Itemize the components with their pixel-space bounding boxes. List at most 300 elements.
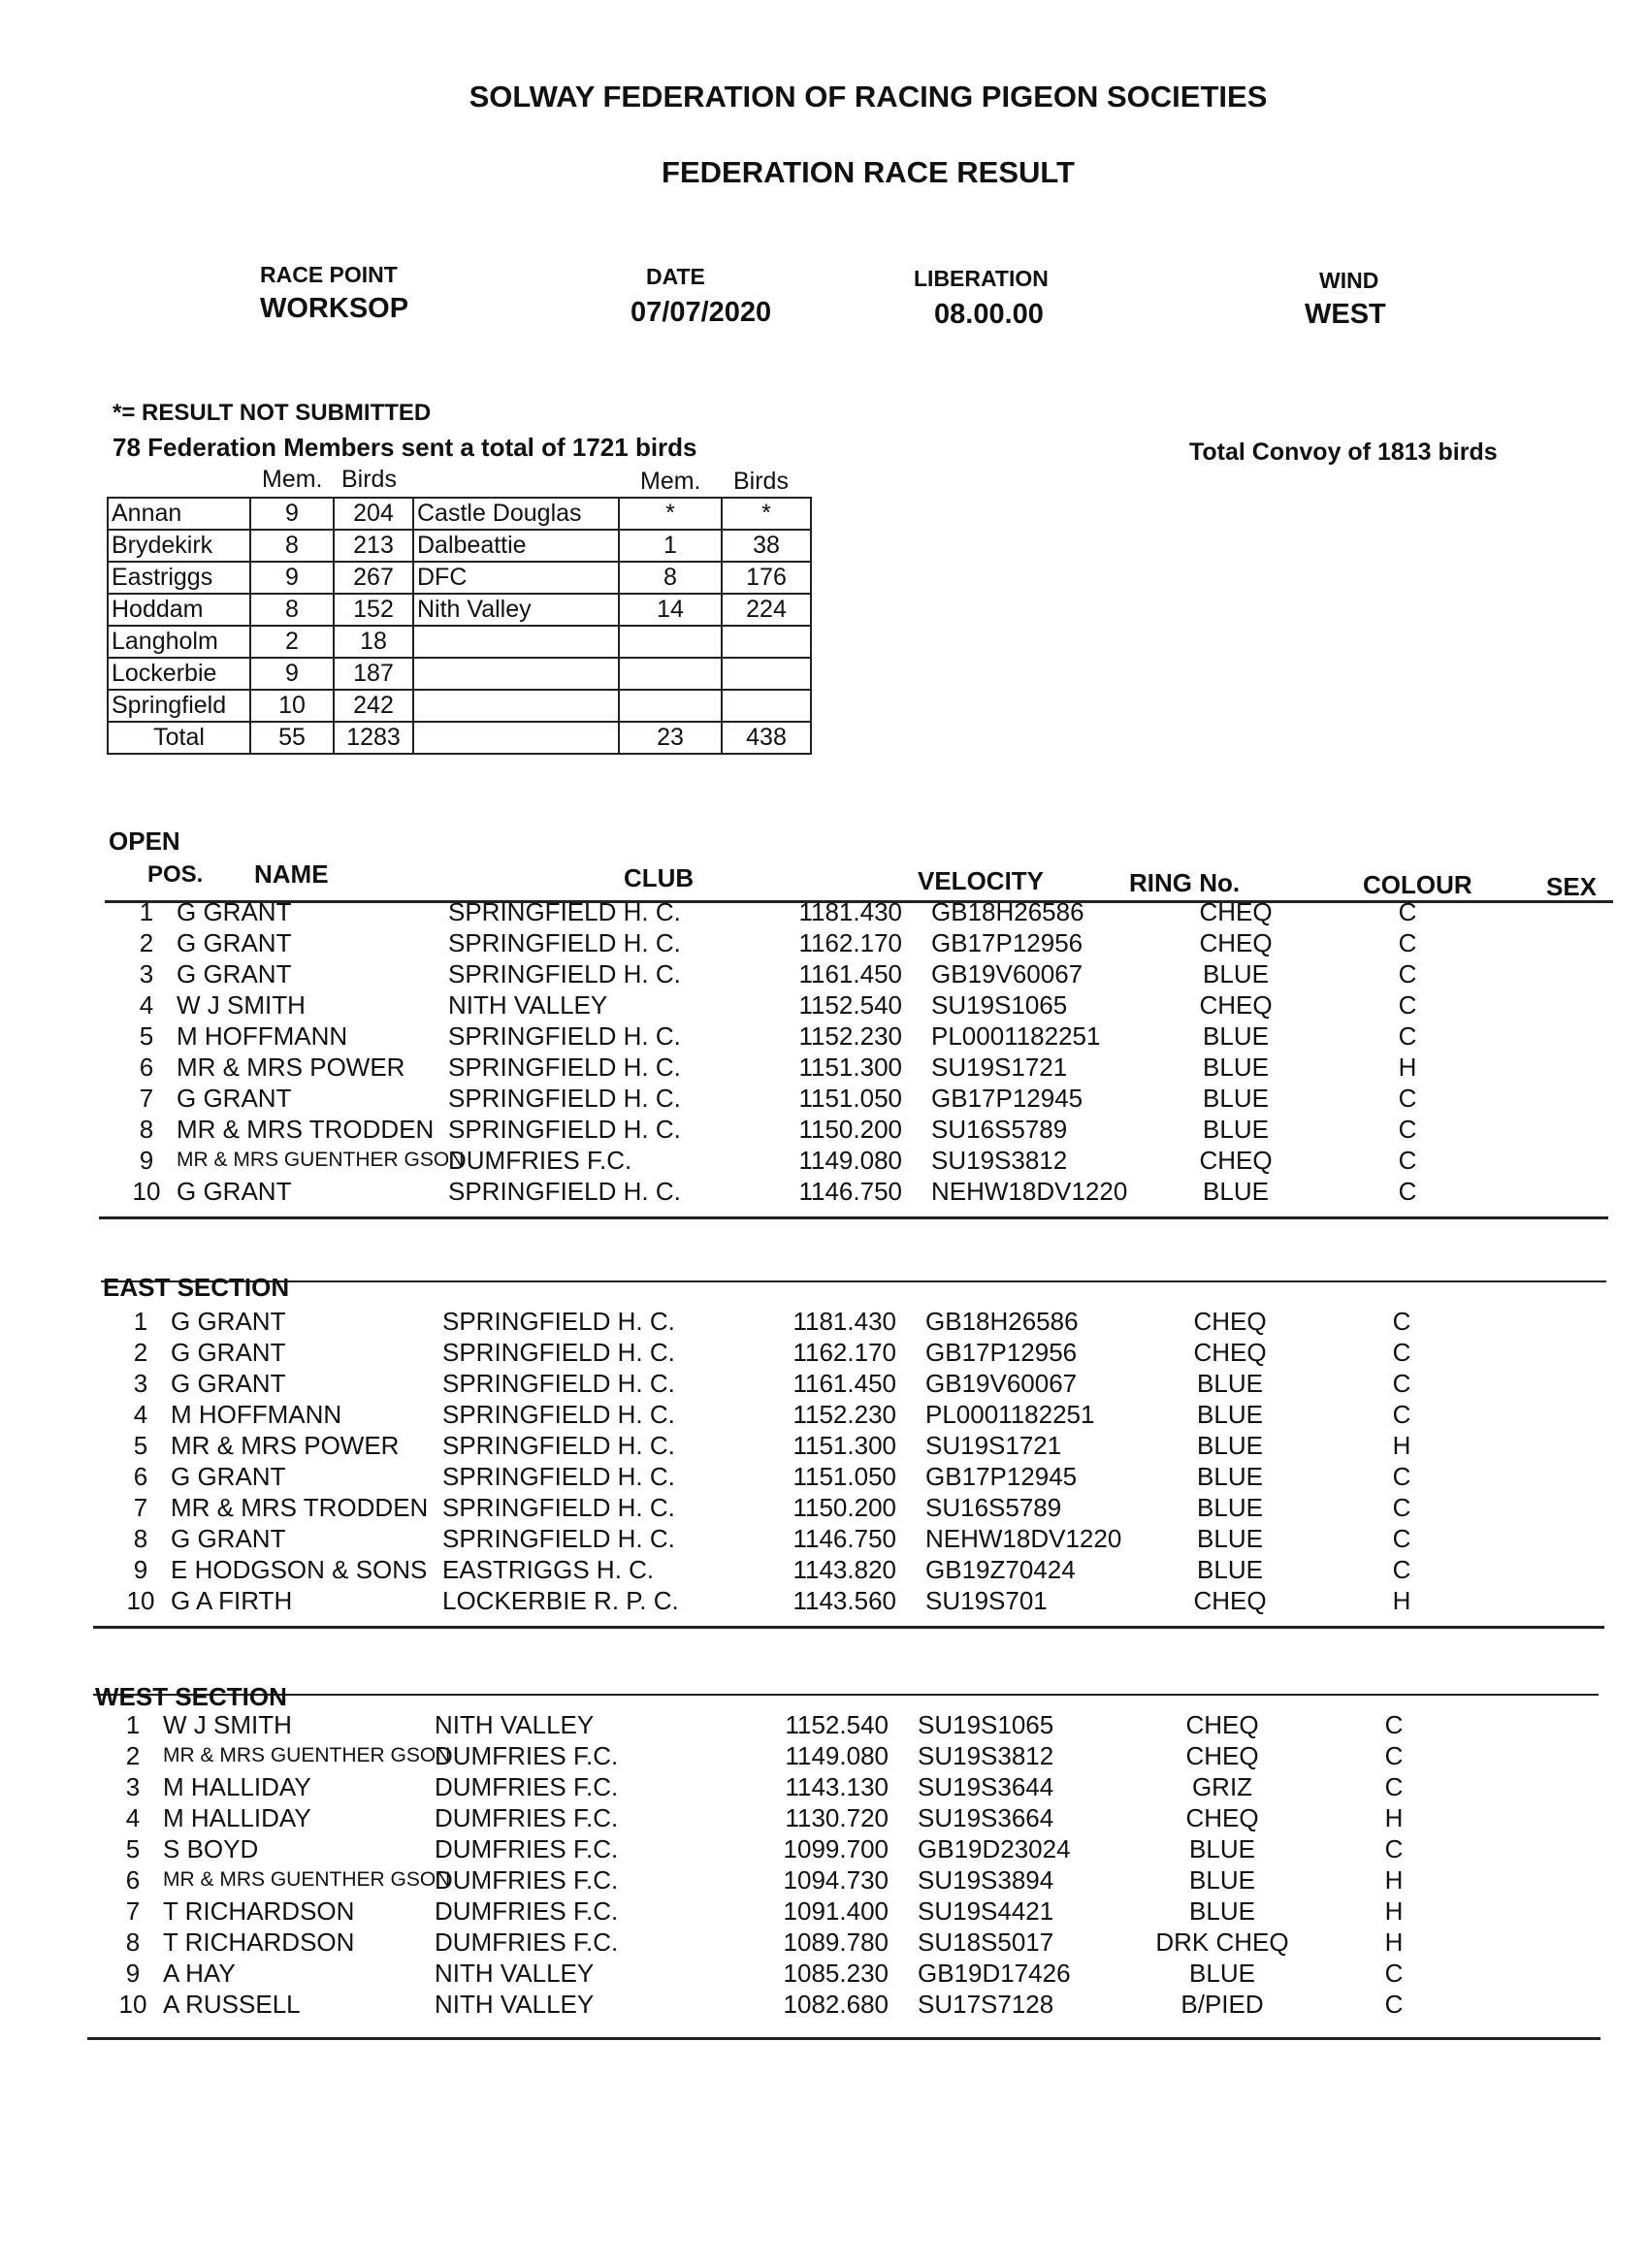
result-row <box>116 989 1490 1021</box>
fancier-name: G GRANT <box>177 959 292 988</box>
velocity-value: 1152.540 <box>785 1710 889 1739</box>
bird-sex: C <box>1398 1084 1417 1113</box>
club-entries-table <box>107 497 812 755</box>
club-name: SPRINGFIELD H. C. <box>442 1307 675 1336</box>
result-row <box>116 1145 1490 1176</box>
club-birds: 204 <box>334 498 413 530</box>
bird-sex: C <box>1384 1990 1404 2019</box>
club-total-blank <box>413 722 619 754</box>
col-header-velocity: VELOCITY <box>918 866 1045 895</box>
result-row <box>103 1802 1476 1833</box>
club-birds: 176 <box>722 562 811 594</box>
result-position: 5 <box>125 1834 141 1863</box>
velocity-value: 1149.080 <box>785 1741 889 1770</box>
col-header-ring: RING No. <box>1129 868 1241 897</box>
result-position: 6 <box>125 1865 141 1895</box>
club-name: EASTRIGGS H. C. <box>442 1555 655 1584</box>
result-row <box>111 1523 1484 1554</box>
velocity-value: 1146.750 <box>792 1524 896 1553</box>
club-name: DUMFRIES F.C. <box>435 1772 619 1801</box>
club-members: 10 <box>250 690 334 722</box>
result-position: 3 <box>125 1772 141 1801</box>
velocity-value: 1091.400 <box>783 1896 889 1926</box>
velocity-value: 1151.300 <box>792 1431 896 1460</box>
fancier-name: G GRANT <box>177 928 292 957</box>
liberation-label: LIBERATION <box>914 266 1049 291</box>
col-header-name: NAME <box>254 859 329 889</box>
result-position: 1 <box>139 897 154 926</box>
fancier-name: MR & MRS POWER <box>171 1431 400 1460</box>
bird-sex: H <box>1392 1586 1411 1615</box>
bird-sex: C <box>1398 1115 1417 1144</box>
club-name: SPRINGFIELD H. C. <box>448 1177 681 1206</box>
club-total-members: 23 <box>619 722 722 754</box>
club-name: SPRINGFIELD H. C. <box>448 1021 681 1051</box>
ring-number: SU19S3664 <box>918 1803 1054 1832</box>
bird-sex: H <box>1384 1896 1404 1926</box>
velocity-value: 1143.560 <box>792 1586 896 1615</box>
ring-number: SU18S5017 <box>918 1928 1054 1957</box>
bird-sex: H <box>1392 1431 1411 1460</box>
club-birds: 18 <box>334 626 413 658</box>
result-position: 8 <box>133 1524 148 1553</box>
club-birds: 213 <box>334 530 413 562</box>
ring-number: NEHW18DV1220 <box>931 1177 1128 1206</box>
velocity-value: 1151.050 <box>798 1084 902 1113</box>
bird-sex: C <box>1392 1493 1411 1522</box>
result-row <box>111 1306 1484 1337</box>
club-members: 9 <box>250 658 334 690</box>
club-name <box>413 626 619 658</box>
club-name: SPRINGFIELD H. C. <box>448 1053 681 1082</box>
ring-number: GB18H26586 <box>931 897 1084 926</box>
velocity-value: 1152.230 <box>798 1021 902 1051</box>
race-point-value: WORKSOP <box>260 293 409 324</box>
velocity-value: 1162.170 <box>798 928 902 957</box>
club-name: Castle Douglas <box>413 498 619 530</box>
result-position: 2 <box>139 928 154 957</box>
bird-sex: C <box>1398 928 1417 957</box>
race-point-label: RACE POINT <box>260 262 398 287</box>
bird-colour: BLUE <box>1197 1462 1263 1491</box>
bird-colour: CHEQ <box>1193 1586 1267 1615</box>
bird-colour: BLUE <box>1197 1431 1263 1460</box>
club-name: Brydekirk <box>108 530 250 562</box>
col-header-club: CLUB <box>624 863 695 892</box>
result-row <box>103 1989 1476 2020</box>
fancier-name: M HOFFMANN <box>171 1400 342 1429</box>
ring-number: SU19S3812 <box>918 1741 1054 1770</box>
ring-number: GB17P12956 <box>925 1338 1078 1367</box>
ring-number: GB19V60067 <box>931 959 1083 988</box>
east-bottom-rule <box>93 1626 1604 1629</box>
bird-colour: CHEQ <box>1199 990 1273 1020</box>
bird-sex: H <box>1384 1803 1404 1832</box>
result-row <box>116 1176 1490 1207</box>
fancier-name: A HAY <box>163 1959 236 1988</box>
fancier-name: MR & MRS TRODDEN <box>177 1115 435 1144</box>
club-birds: 267 <box>334 562 413 594</box>
club-birds: 152 <box>334 594 413 626</box>
result-position: 2 <box>133 1338 148 1367</box>
club-table-row <box>108 530 811 562</box>
club-table-row <box>108 498 811 530</box>
club-birds: * <box>722 498 811 530</box>
fancier-name: S BOYD <box>163 1834 259 1863</box>
east-results-table <box>111 1306 1484 1616</box>
club-name: SPRINGFIELD H. C. <box>442 1400 675 1429</box>
velocity-value: 1161.450 <box>798 959 902 988</box>
bird-sex: C <box>1398 1021 1417 1051</box>
ring-number: SU19S3894 <box>918 1865 1054 1895</box>
page-title: SOLWAY FEDERATION OF RACING PIGEON SOCIETIES <box>469 80 1268 113</box>
velocity-value: 1151.300 <box>798 1053 902 1082</box>
bird-sex: C <box>1392 1555 1411 1584</box>
club-name: NITH VALLEY <box>435 1959 595 1988</box>
west-bottom-rule <box>87 2037 1600 2040</box>
velocity-value: 1150.200 <box>792 1493 896 1522</box>
bird-sex: C <box>1392 1307 1411 1336</box>
east-section-title: EAST SECTION <box>103 1273 290 1302</box>
result-row <box>111 1399 1484 1430</box>
velocity-value: 1152.540 <box>798 990 902 1020</box>
bird-sex: C <box>1384 1710 1404 1739</box>
bird-sex: C <box>1384 1741 1404 1770</box>
club-name: NITH VALLEY <box>435 1990 595 2019</box>
club-name: Langholm <box>108 626 250 658</box>
ring-number: SU19S4421 <box>918 1896 1054 1926</box>
fancier-name: W J SMITH <box>177 990 306 1020</box>
club-name: DUMFRIES F.C. <box>435 1928 619 1957</box>
club-name: SPRINGFIELD H. C. <box>448 1115 681 1144</box>
bird-colour: BLUE <box>1203 1053 1269 1082</box>
result-row <box>111 1337 1484 1368</box>
west-section-title: WEST SECTION <box>95 1682 287 1711</box>
result-row <box>111 1554 1484 1585</box>
ring-number: GB17P12945 <box>931 1084 1083 1113</box>
bird-sex: C <box>1392 1462 1411 1491</box>
club-members: 8 <box>250 530 334 562</box>
result-position: 10 <box>118 1990 147 2019</box>
club-birds <box>722 658 811 690</box>
col-header-colour: COLOUR <box>1363 870 1472 899</box>
bird-sex: C <box>1384 1959 1404 1988</box>
result-position: 9 <box>139 1146 154 1175</box>
result-position: 9 <box>125 1959 141 1988</box>
result-position: 4 <box>133 1400 148 1429</box>
club-mem-header-left: Mem. <box>262 466 323 493</box>
club-name: Springfield <box>108 690 250 722</box>
ring-number: GB19V60067 <box>925 1369 1078 1398</box>
liberation-value: 08.00.00 <box>934 299 1044 330</box>
fancier-name: G GRANT <box>171 1524 286 1553</box>
bird-colour: CHEQ <box>1185 1710 1259 1739</box>
result-position: 5 <box>133 1431 148 1460</box>
result-row <box>103 1864 1476 1895</box>
ring-number: PL0001182251 <box>925 1400 1095 1429</box>
bird-colour: BLUE <box>1203 1115 1269 1144</box>
club-name: SPRINGFIELD H. C. <box>448 897 681 926</box>
fancier-name: MR & MRS TRODDEN <box>171 1493 429 1522</box>
result-position: 10 <box>132 1177 161 1206</box>
page-subtitle: FEDERATION RACE RESULT <box>662 155 1075 189</box>
club-name: DUMFRIES F.C. <box>435 1896 619 1926</box>
result-row <box>103 1958 1476 1989</box>
velocity-value: 1181.430 <box>792 1307 896 1336</box>
club-birds <box>722 626 811 658</box>
velocity-value: 1146.750 <box>798 1177 902 1206</box>
velocity-value: 1082.680 <box>783 1990 889 2019</box>
bird-sex: C <box>1384 1834 1404 1863</box>
club-name: Annan <box>108 498 250 530</box>
ring-number: GB18H26586 <box>925 1307 1079 1336</box>
col-header-sex: SEX <box>1546 872 1598 901</box>
club-members <box>619 658 722 690</box>
bird-sex: C <box>1392 1400 1411 1429</box>
club-mem-header-right: Mem. <box>640 468 701 495</box>
east-top-rule <box>101 1280 1606 1282</box>
velocity-value: 1143.130 <box>785 1772 889 1801</box>
result-row <box>111 1492 1484 1523</box>
west-results-table <box>103 1709 1476 2020</box>
club-name: SPRINGFIELD H. C. <box>442 1524 675 1553</box>
result-position: 6 <box>139 1053 154 1082</box>
result-position: 1 <box>133 1307 148 1336</box>
result-position: 10 <box>126 1586 155 1615</box>
result-row <box>111 1461 1484 1492</box>
velocity-value: 1161.450 <box>792 1369 896 1398</box>
bird-colour: BLUE <box>1189 1959 1255 1988</box>
velocity-value: 1149.080 <box>798 1146 902 1175</box>
club-birds <box>722 690 811 722</box>
result-row <box>116 1114 1490 1145</box>
fancier-name: G A FIRTH <box>171 1586 293 1615</box>
result-row <box>103 1740 1476 1771</box>
fancier-name: E HODGSON & SONS <box>171 1555 428 1584</box>
club-table-row <box>108 658 811 690</box>
ring-number: GB19Z70424 <box>925 1555 1076 1584</box>
ring-number: SU19S701 <box>925 1586 1048 1615</box>
bird-colour: BLUE <box>1203 1177 1269 1206</box>
result-position: 9 <box>133 1555 148 1584</box>
bird-colour: CHEQ <box>1199 897 1273 926</box>
result-row <box>103 1771 1476 1802</box>
club-name: Lockerbie <box>108 658 250 690</box>
club-name: NITH VALLEY <box>435 1710 595 1739</box>
club-members: 1 <box>619 530 722 562</box>
velocity-value: 1089.780 <box>783 1928 889 1957</box>
club-members: 9 <box>250 498 334 530</box>
result-row <box>103 1895 1476 1927</box>
date-value: 07/07/2020 <box>630 297 772 328</box>
club-members: 8 <box>619 562 722 594</box>
club-members <box>619 626 722 658</box>
bird-colour: CHEQ <box>1199 928 1273 957</box>
fancier-name: MR & MRS POWER <box>177 1053 405 1082</box>
not-submitted-note: *= RESULT NOT SUBMITTED <box>113 400 432 426</box>
col-header-pos: POS. <box>147 861 204 888</box>
ring-number: SU19S3644 <box>918 1772 1054 1801</box>
velocity-value: 1094.730 <box>783 1865 889 1895</box>
club-total-birds: 438 <box>722 722 811 754</box>
result-position: 3 <box>133 1369 148 1398</box>
bird-colour: CHEQ <box>1193 1307 1267 1336</box>
club-table-row <box>108 594 811 626</box>
club-name: Eastriggs <box>108 562 250 594</box>
fancier-name: G GRANT <box>177 1177 292 1206</box>
velocity-value: 1181.430 <box>798 897 902 926</box>
result-position: 8 <box>139 1115 154 1144</box>
bird-colour: BLUE <box>1197 1493 1263 1522</box>
bird-sex: C <box>1392 1524 1411 1553</box>
bird-sex: C <box>1392 1338 1411 1367</box>
bird-sex: H <box>1384 1865 1404 1895</box>
club-members: * <box>619 498 722 530</box>
result-position: 7 <box>133 1493 148 1522</box>
bird-colour: BLUE <box>1197 1400 1263 1429</box>
club-name: LOCKERBIE R. P. C. <box>442 1586 679 1615</box>
velocity-value: 1143.820 <box>792 1555 896 1584</box>
club-total-birds: 1283 <box>334 722 413 754</box>
fancier-name: G GRANT <box>177 1084 292 1113</box>
bird-colour: B/PIED <box>1180 1990 1264 2019</box>
club-table-total-row <box>108 722 811 754</box>
fancier-name: M HALLIDAY <box>163 1803 311 1832</box>
result-row <box>111 1430 1484 1461</box>
club-birds-header-left: Birds <box>341 466 397 493</box>
ring-number: SU16S5789 <box>925 1493 1062 1522</box>
bird-colour: BLUE <box>1197 1369 1263 1398</box>
result-position: 6 <box>133 1462 148 1491</box>
club-name: SPRINGFIELD H. C. <box>448 1084 681 1113</box>
bird-colour: CHEQ <box>1199 1146 1273 1175</box>
club-members: 9 <box>250 562 334 594</box>
ring-number: GB19D23024 <box>918 1834 1071 1863</box>
ring-number: PL0001182251 <box>931 1021 1101 1051</box>
club-name: SPRINGFIELD H. C. <box>442 1369 675 1398</box>
open-results-table <box>116 896 1490 1207</box>
result-row <box>111 1368 1484 1399</box>
club-name: SPRINGFIELD H. C. <box>442 1338 675 1367</box>
result-row <box>116 1052 1490 1083</box>
club-table-row <box>108 562 811 594</box>
fancier-name: T RICHARDSON <box>163 1896 355 1926</box>
club-members <box>619 690 722 722</box>
club-birds: 187 <box>334 658 413 690</box>
velocity-value: 1085.230 <box>783 1959 889 1988</box>
club-name: DUMFRIES F.C. <box>435 1865 619 1895</box>
wind-value: WEST <box>1305 299 1386 330</box>
club-members: 14 <box>619 594 722 626</box>
bird-colour: CHEQ <box>1193 1338 1267 1367</box>
bird-colour: BLUE <box>1197 1524 1263 1553</box>
bird-sex: H <box>1398 1053 1417 1082</box>
bird-colour: CHEQ <box>1185 1803 1259 1832</box>
bird-colour: BLUE <box>1189 1834 1255 1863</box>
ring-number: SU16S5789 <box>931 1115 1068 1144</box>
bird-colour: BLUE <box>1203 1021 1269 1051</box>
bird-sex: C <box>1392 1369 1411 1398</box>
fancier-name: MR & MRS GUENTHER GSON <box>177 1149 465 1171</box>
fancier-name: W J SMITH <box>163 1710 292 1739</box>
club-name: SPRINGFIELD H. C. <box>442 1493 675 1522</box>
open-section-title: OPEN <box>109 826 180 856</box>
result-position: 4 <box>139 990 154 1020</box>
velocity-value: 1152.230 <box>792 1400 896 1429</box>
result-position: 7 <box>139 1084 154 1113</box>
result-row <box>103 1927 1476 1958</box>
club-birds: 38 <box>722 530 811 562</box>
club-name: DUMFRIES F.C. <box>435 1741 619 1770</box>
club-table-row <box>108 626 811 658</box>
club-name: Nith Valley <box>413 594 619 626</box>
result-position: 8 <box>125 1928 141 1957</box>
date-label: DATE <box>646 264 705 289</box>
bird-colour: BLUE <box>1189 1896 1255 1926</box>
ring-number: GB17P12956 <box>931 928 1083 957</box>
fancier-name: MR & MRS GUENTHER GSON <box>163 1744 451 1766</box>
bird-colour: DRK CHEQ <box>1155 1928 1289 1957</box>
fancier-name: T RICHARDSON <box>163 1928 355 1957</box>
result-position: 5 <box>139 1021 154 1051</box>
club-total-members: 55 <box>250 722 334 754</box>
ring-number: GB17P12945 <box>925 1462 1078 1491</box>
bird-sex: C <box>1384 1772 1404 1801</box>
result-row <box>103 1833 1476 1864</box>
ring-number: SU19S1065 <box>931 990 1068 1020</box>
result-row <box>116 1083 1490 1114</box>
velocity-value: 1151.050 <box>792 1462 896 1491</box>
fancier-name: MR & MRS GUENTHER GSON <box>163 1868 451 1891</box>
fancier-name: M HOFFMANN <box>177 1021 348 1051</box>
result-position: 2 <box>125 1741 141 1770</box>
club-name: NITH VALLEY <box>448 990 608 1020</box>
west-top-rule <box>93 1694 1599 1696</box>
club-birds: 242 <box>334 690 413 722</box>
fancier-name: M HALLIDAY <box>163 1772 311 1801</box>
ring-number: SU17S7128 <box>918 1990 1054 2019</box>
result-position: 4 <box>125 1803 141 1832</box>
club-name <box>413 658 619 690</box>
ring-number: GB19D17426 <box>918 1959 1071 1988</box>
club-birds-header-right: Birds <box>733 468 789 495</box>
ring-number: SU19S1721 <box>925 1431 1062 1460</box>
ring-number: SU19S3812 <box>931 1146 1068 1175</box>
club-name: SPRINGFIELD H. C. <box>442 1462 675 1491</box>
open-bottom-rule <box>99 1216 1608 1219</box>
velocity-value: 1162.170 <box>792 1338 896 1367</box>
bird-colour: BLUE <box>1197 1555 1263 1584</box>
total-convoy-note: Total Convoy of 1813 birds <box>1189 438 1498 466</box>
velocity-value: 1099.700 <box>783 1834 889 1863</box>
fancier-name: G GRANT <box>171 1369 286 1398</box>
fancier-name: A RUSSELL <box>163 1990 301 2019</box>
bird-colour: BLUE <box>1203 959 1269 988</box>
velocity-value: 1130.720 <box>785 1803 889 1832</box>
club-name: Dalbeattie <box>413 530 619 562</box>
club-name <box>413 690 619 722</box>
club-name: SPRINGFIELD H. C. <box>448 928 681 957</box>
result-row <box>116 896 1490 927</box>
fancier-name: G GRANT <box>171 1338 286 1367</box>
result-position: 7 <box>125 1896 141 1926</box>
ring-number: SU19S1721 <box>931 1053 1068 1082</box>
fancier-name: G GRANT <box>171 1462 286 1491</box>
fancier-name: G GRANT <box>171 1307 286 1336</box>
club-birds: 224 <box>722 594 811 626</box>
result-row <box>116 958 1490 989</box>
result-row <box>111 1585 1484 1616</box>
